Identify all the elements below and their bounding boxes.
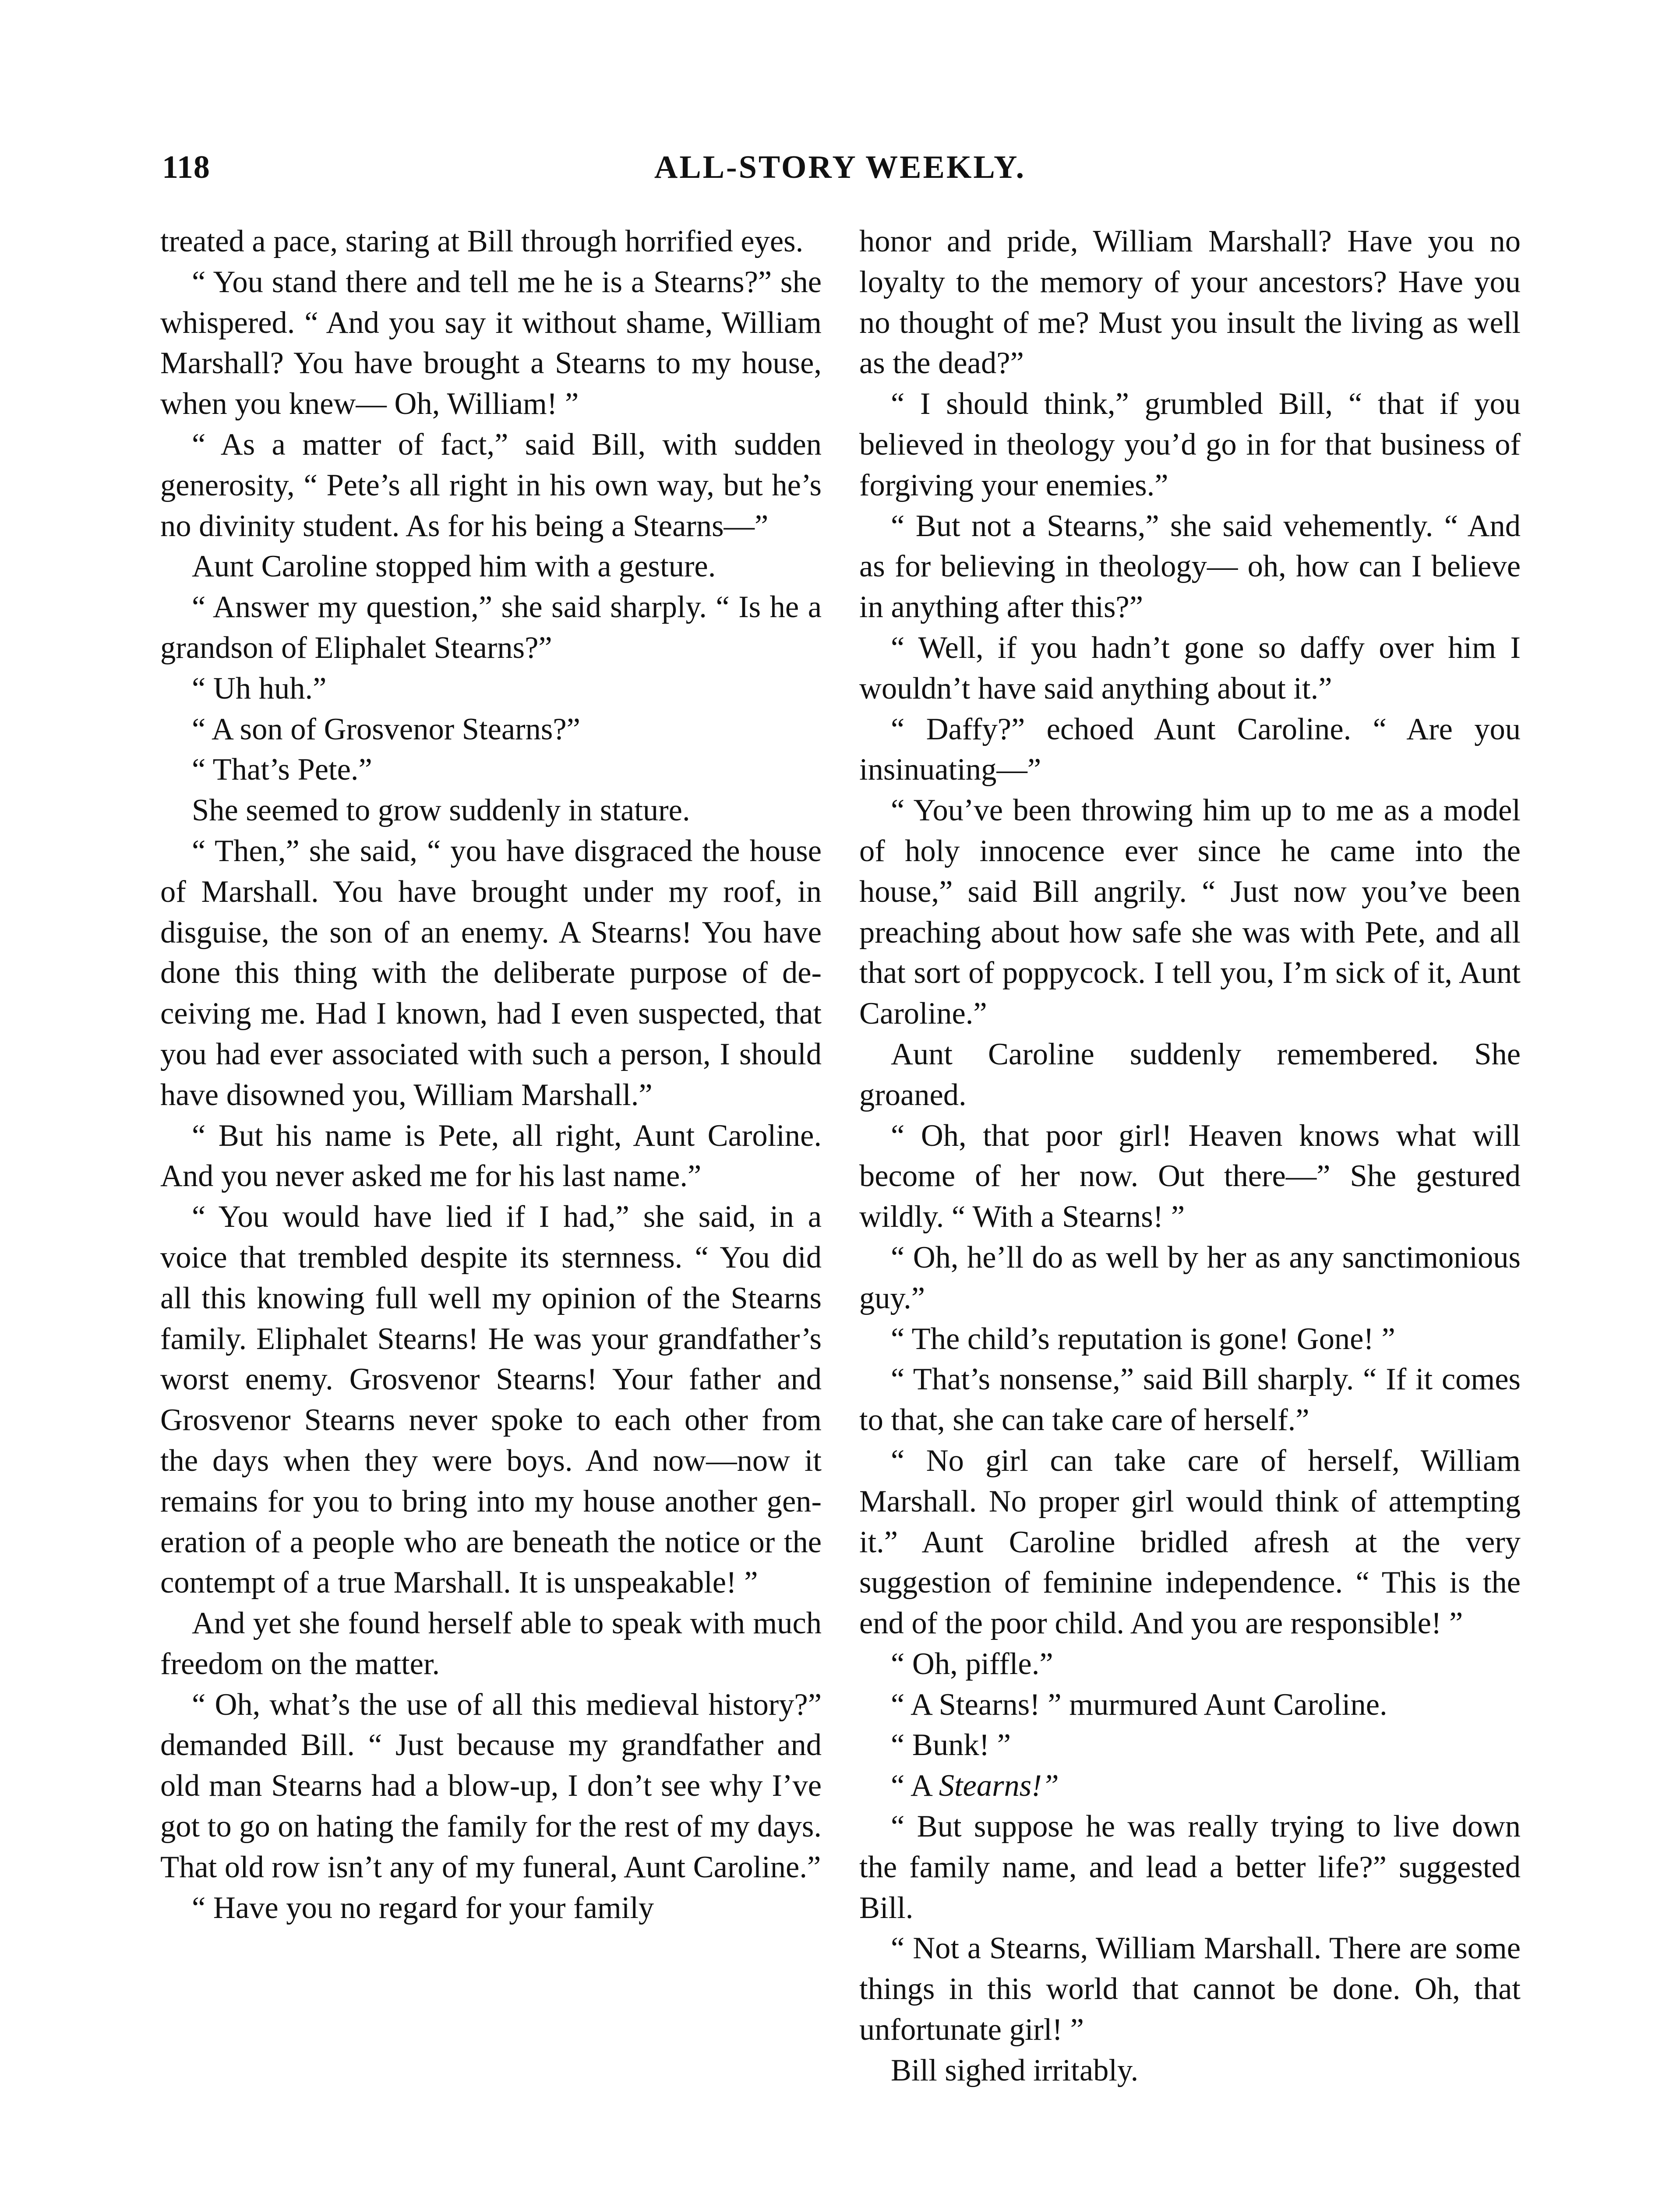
paragraph: “ Bunk! ” — [891, 1728, 1011, 1763]
running-title: ALL-STORY WEEKLY. — [654, 149, 1026, 185]
paragraph: “ Uh huh.” — [192, 671, 327, 706]
page-number: 118 — [162, 149, 210, 185]
paragraph: “ As a matter of fact,” said Bill, with sudden generosity, “ Pete’s all right in his own way, but he’s no divinity student. As for his being a Stearns—” — [160, 427, 822, 543]
paragraph: “ Then,” she said, “ you have disgraced the house of Marshall. You have brought under my roof, in disguise, the son of an enemy. A Stearns! You have done this thing with the deliberate purpose of deceiving me. Had I known, had I even suspected, that you had ever associated with such a person, I should have disowned you, William Marshall.” — [160, 834, 822, 1112]
paragraph: She seemed to grow suddenly in stature. — [192, 793, 690, 828]
paragraph: “ No girl can take care of herself, William Marshall. No proper girl would think of attempting it.” Aunt Caroline bridled afresh at the very suggestion of feminine independence. “ This is the end of the poor child. And you are responsible! ” — [859, 1443, 1521, 1641]
paragraph: “ But not a Stearns,” she said vehemently. “ And as for believing in theology— oh, how can I believe in anything after this?” — [859, 509, 1521, 625]
paragraph: Aunt Caroline suddenly remembered. She groaned. — [859, 1037, 1521, 1112]
paragraph: Aunt Caroline stopped him with a gesture. — [192, 549, 716, 584]
paragraph: “ You would have lied if I had,” she said, in a voice that trembled despite its sternness. “ You did all this knowing full well my opinion of the Stearns family. Eliphalet Stearns! He was your grandfather’s worst enemy. Grosvenor Stearns! Your father and Grosvenor Stearns never spoke to each other from the days when they were boys. And now—now it remains for you to bring into my house another generation of a people who are beneath the notice or the contempt of a true Marshall. It is unspeakable! ” — [160, 1200, 822, 1600]
paragraph: “ But suppose he was really trying to live down the family name, and lead a better life?” suggested Bill. — [859, 1809, 1521, 1925]
paragraph: treated a pace, staring at Bill through horrified eyes. — [160, 224, 804, 258]
paragraph: “ Oh, piffle.” — [891, 1646, 1053, 1681]
paragraph: “ The child’s reputation is gone! Gone! ” — [891, 1321, 1395, 1356]
paragraph: “ Oh, that poor girl! Heaven knows what will become of her now. Out there—” She gestured wildly. “ With a Stearns! ” — [859, 1118, 1521, 1234]
paragraph: “ A son of Grosvenor Stearns?” — [192, 712, 580, 746]
left-text-column — [160, 221, 822, 1928]
paragraph: “ Daffy?” echoed Aunt Caroline. “ Are you insinuating—” — [859, 712, 1521, 787]
emphasis: Stearns!” — [939, 1769, 1059, 1803]
paragraph: “ Not a Stearns, William Marshall. There are some things in this world that cannot be done. Oh, that unfortunate girl! ” — [859, 1931, 1521, 2047]
paragraph: “ Oh, what’s the use of all this medieval history?” demanded Bill. “ Just because my grandfather and old man Stearns had a blow-up, I don’t see why I’ve got to go on hating the family for the rest of my days. That old row isn’t any of my funeral, Aunt Caroline.” — [160, 1687, 822, 1884]
paragraph: “ Oh, he’ll do as well by her as any sanctimonious guy.” — [859, 1240, 1521, 1315]
paragraph: And yet she found herself able to speak with much freedom on the matter. — [160, 1606, 822, 1681]
paragraph: “ You stand there and tell me he is a Stearns?” she whispered. “ And you say it without shame, William Marshall? You have brought a Stearns to my house, when you knew— Oh, William! ” — [160, 265, 822, 421]
paragraph: honor and pride, William Marshall? Have you no loyalty to the memory of your ancestors? Have you no thought of me? Must you insult the living as well as the dead?” — [859, 224, 1521, 381]
paragraph: Bill sighed irritably. — [891, 2053, 1139, 2088]
paragraph: “ You’ve been throwing him up to me as a model of holy innocence ever since he came into the house,” said Bill angrily. “ Just now you’ve been preaching about how safe she was with Pete, and all that sort of poppycock. I tell you, I’m sick of it, Aunt Caroline.” — [859, 793, 1521, 1031]
right-text-column — [859, 221, 1521, 2091]
paragraph: “ Well, if you hadn’t gone so daffy over him I wouldn’t have said anything about it.” — [859, 630, 1521, 706]
paragraph: “ I should think,” grumbled Bill, “ that if you believed in theology you’d go in for that business of forgiving your enemies.” — [859, 387, 1521, 502]
paragraph: “ That’s nonsense,” said Bill sharply. “ If it comes to that, she can take care of herself.” — [859, 1362, 1521, 1438]
paragraph: “ Have you no regard for your family — [192, 1890, 654, 1925]
paragraph: “ A Stearns!” — [891, 1769, 1059, 1803]
paragraph: “ A Stearns! ” murmured Aunt Caroline. — [891, 1687, 1387, 1722]
paragraph: “ That’s Pete.” — [192, 752, 372, 787]
paragraph: “ Answer my question,” she said sharply. “ Is he a grandson of Eliphalet Stearns?” — [160, 590, 822, 665]
paragraph: “ But his name is Pete, all right, Aunt Caroline. And you never asked me for his last name.” — [160, 1118, 822, 1194]
